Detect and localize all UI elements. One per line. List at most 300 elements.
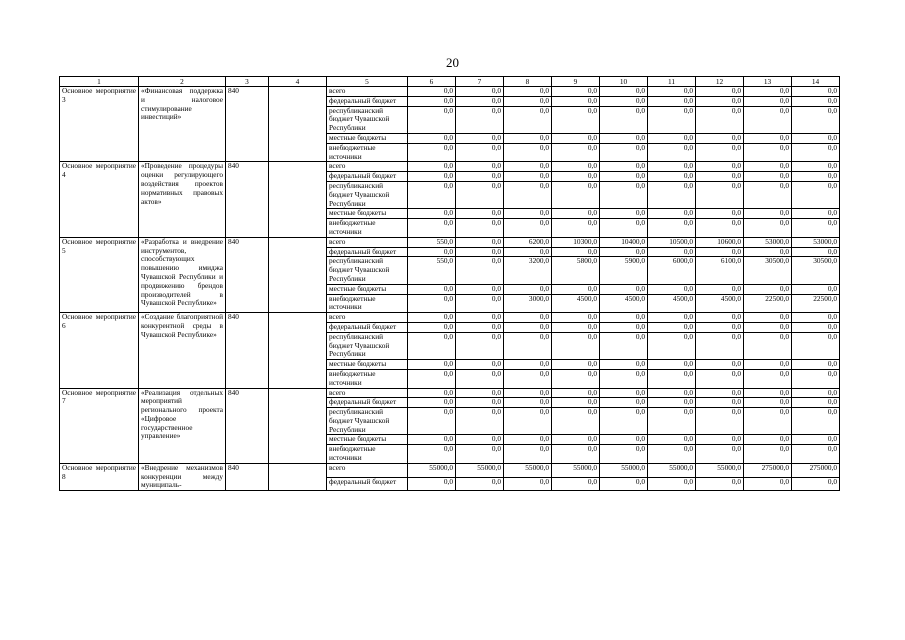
value-cell: 4500,0 (648, 294, 696, 313)
value-cell: 0,0 (792, 284, 840, 294)
measure-name: Основное мероприятие 5 (60, 237, 139, 312)
value-cell: 0,0 (408, 388, 456, 398)
value-cell: 0,0 (456, 408, 504, 435)
value-cell: 0,0 (456, 284, 504, 294)
value-cell: 0,0 (744, 313, 792, 323)
funding-source: федеральный бюджет (327, 172, 408, 182)
measure-title: «Реализация отдельных мероприятий регионального проекта «Цифровое государственное управление» (139, 388, 226, 463)
value-cell: 0,0 (408, 87, 456, 97)
value-cell: 0,0 (552, 96, 600, 106)
value-cell: 0,0 (696, 322, 744, 332)
column-header: 7 (456, 77, 504, 87)
value-cell: 0,0 (456, 247, 504, 257)
value-cell: 0,0 (792, 445, 840, 464)
value-cell: 0,0 (648, 322, 696, 332)
value-cell: 0,0 (696, 162, 744, 172)
value-cell: 0,0 (552, 369, 600, 388)
value-cell: 0,0 (456, 133, 504, 143)
value-cell: 0,0 (696, 247, 744, 257)
value-cell: 0,0 (600, 398, 648, 408)
column-header: 12 (696, 77, 744, 87)
value-cell: 0,0 (648, 445, 696, 464)
measure-title: «Внедрение механизмов конкуренции между муниципаль- (139, 463, 226, 490)
funding-source: местные бюджеты (327, 133, 408, 143)
funding-source: внебюджетные источники (327, 143, 408, 162)
value-cell: 0,0 (600, 181, 648, 208)
value-cell: 0,0 (600, 435, 648, 445)
value-cell: 10500,0 (648, 237, 696, 247)
funding-source: местные бюджеты (327, 360, 408, 370)
value-cell: 0,0 (696, 181, 744, 208)
table-body (60, 77, 840, 491)
value-cell: 6200,0 (504, 237, 552, 247)
value-cell: 0,0 (552, 209, 600, 219)
empty-cell (269, 162, 327, 237)
value-cell: 0,0 (456, 435, 504, 445)
budget-code: 840 (226, 87, 269, 162)
funding-table (59, 76, 840, 491)
value-cell: 0,0 (792, 133, 840, 143)
value-cell: 0,0 (408, 360, 456, 370)
funding-source: всего (327, 87, 408, 97)
value-cell: 0,0 (456, 219, 504, 238)
value-cell: 0,0 (744, 388, 792, 398)
value-cell: 0,0 (792, 322, 840, 332)
value-cell: 0,0 (696, 133, 744, 143)
value-cell: 0,0 (504, 87, 552, 97)
value-cell: 0,0 (696, 360, 744, 370)
funding-source: внебюджетные источники (327, 219, 408, 238)
funding-source: республиканский бюджет Чувашской Республики (327, 106, 408, 133)
column-header: 5 (327, 77, 408, 87)
value-cell: 0,0 (696, 398, 744, 408)
value-cell: 0,0 (456, 313, 504, 323)
funding-source: внебюджетные источники (327, 445, 408, 464)
funding-source: республиканский бюджет Чувашской Республики (327, 257, 408, 284)
value-cell: 0,0 (600, 143, 648, 162)
value-cell: 0,0 (696, 172, 744, 182)
value-cell: 0,0 (504, 332, 552, 359)
budget-code: 840 (226, 237, 269, 312)
value-cell: 0,0 (552, 133, 600, 143)
value-cell: 0,0 (600, 106, 648, 133)
value-cell: 0,0 (504, 445, 552, 464)
table-row (60, 388, 840, 398)
value-cell: 53000,0 (792, 237, 840, 247)
value-cell: 4500,0 (696, 294, 744, 313)
column-header: 9 (552, 77, 600, 87)
funding-source: местные бюджеты (327, 284, 408, 294)
value-cell: 0,0 (696, 96, 744, 106)
column-header: 2 (139, 77, 226, 87)
value-cell: 0,0 (600, 445, 648, 464)
value-cell: 0,0 (504, 209, 552, 219)
header-row (60, 77, 840, 87)
value-cell: 0,0 (696, 143, 744, 162)
value-cell: 0,0 (600, 369, 648, 388)
value-cell: 0,0 (648, 477, 696, 491)
value-cell: 0,0 (744, 209, 792, 219)
value-cell: 0,0 (696, 284, 744, 294)
value-cell: 0,0 (504, 96, 552, 106)
value-cell: 0,0 (648, 172, 696, 182)
value-cell: 0,0 (648, 87, 696, 97)
value-cell: 53000,0 (744, 237, 792, 247)
value-cell: 0,0 (648, 162, 696, 172)
value-cell: 0,0 (696, 369, 744, 388)
value-cell: 0,0 (648, 398, 696, 408)
measure-name: Основное мероприятие 3 (60, 87, 139, 162)
column-header: 3 (226, 77, 269, 87)
value-cell: 0,0 (552, 143, 600, 162)
value-cell: 0,0 (696, 313, 744, 323)
measure-title: «Проведение процедуры оценки регулирующего воздействия проектов нормативных правовых актов» (139, 162, 226, 237)
measure-name: Основное мероприятие 8 (60, 463, 139, 490)
value-cell: 0,0 (792, 435, 840, 445)
page-number: 20 (446, 55, 459, 70)
value-cell: 0,0 (408, 181, 456, 208)
value-cell: 0,0 (552, 172, 600, 182)
value-cell: 0,0 (696, 435, 744, 445)
value-cell: 0,0 (408, 369, 456, 388)
value-cell: 3200,0 (504, 257, 552, 284)
value-cell: 0,0 (456, 445, 504, 464)
value-cell: 22500,0 (744, 294, 792, 313)
value-cell: 0,0 (408, 477, 456, 491)
funding-source: федеральный бюджет (327, 477, 408, 491)
value-cell: 0,0 (456, 143, 504, 162)
value-cell: 0,0 (600, 219, 648, 238)
value-cell: 22500,0 (792, 294, 840, 313)
value-cell: 0,0 (456, 162, 504, 172)
value-cell: 0,0 (600, 172, 648, 182)
value-cell: 0,0 (792, 96, 840, 106)
value-cell: 55000,0 (648, 463, 696, 477)
funding-source: всего (327, 388, 408, 398)
value-cell: 0,0 (552, 332, 600, 359)
value-cell: 0,0 (744, 408, 792, 435)
value-cell: 10300,0 (552, 237, 600, 247)
value-cell: 0,0 (504, 133, 552, 143)
value-cell: 0,0 (408, 332, 456, 359)
value-cell: 0,0 (648, 133, 696, 143)
value-cell: 0,0 (648, 332, 696, 359)
value-cell: 0,0 (648, 408, 696, 435)
value-cell: 0,0 (648, 247, 696, 257)
value-cell: 0,0 (552, 219, 600, 238)
value-cell: 0,0 (552, 106, 600, 133)
value-cell: 0,0 (744, 172, 792, 182)
value-cell: 0,0 (408, 294, 456, 313)
funding-source: внебюджетные источники (327, 294, 408, 313)
value-cell: 0,0 (600, 162, 648, 172)
measure-name: Основное мероприятие 6 (60, 313, 139, 388)
value-cell: 0,0 (504, 435, 552, 445)
value-cell: 0,0 (408, 408, 456, 435)
budget-code: 840 (226, 313, 269, 388)
value-cell: 0,0 (504, 360, 552, 370)
value-cell: 0,0 (744, 435, 792, 445)
value-cell: 0,0 (696, 106, 744, 133)
value-cell: 0,0 (600, 284, 648, 294)
value-cell: 4500,0 (552, 294, 600, 313)
value-cell: 0,0 (504, 219, 552, 238)
budget-code: 840 (226, 388, 269, 463)
value-cell: 0,0 (504, 284, 552, 294)
value-cell: 0,0 (792, 219, 840, 238)
value-cell: 0,0 (696, 87, 744, 97)
value-cell: 0,0 (408, 398, 456, 408)
value-cell: 0,0 (600, 87, 648, 97)
column-header: 14 (792, 77, 840, 87)
empty-cell (269, 388, 327, 463)
value-cell: 0,0 (744, 369, 792, 388)
value-cell: 0,0 (408, 445, 456, 464)
funding-source: федеральный бюджет (327, 247, 408, 257)
value-cell: 0,0 (504, 181, 552, 208)
value-cell: 0,0 (792, 360, 840, 370)
value-cell: 0,0 (648, 388, 696, 398)
value-cell: 0,0 (792, 143, 840, 162)
value-cell: 0,0 (744, 477, 792, 491)
value-cell: 0,0 (696, 388, 744, 398)
value-cell: 0,0 (408, 247, 456, 257)
funding-source: местные бюджеты (327, 435, 408, 445)
value-cell: 0,0 (408, 143, 456, 162)
column-header: 1 (60, 77, 139, 87)
value-cell: 0,0 (552, 388, 600, 398)
funding-source: федеральный бюджет (327, 322, 408, 332)
funding-source: федеральный бюджет (327, 398, 408, 408)
funding-source: всего (327, 313, 408, 323)
value-cell: 0,0 (648, 369, 696, 388)
value-cell: 0,0 (792, 388, 840, 398)
value-cell: 0,0 (744, 398, 792, 408)
value-cell: 0,0 (600, 477, 648, 491)
value-cell: 0,0 (744, 219, 792, 238)
value-cell: 0,0 (408, 219, 456, 238)
value-cell: 0,0 (408, 172, 456, 182)
value-cell: 0,0 (456, 87, 504, 97)
value-cell: 10400,0 (600, 237, 648, 247)
value-cell: 0,0 (648, 96, 696, 106)
measure-title: «Разработка и внедрение инструментов, способствующих повышению имиджа Чувашской Республики и продвижению брендов производителей в Чувашской Республике» (139, 237, 226, 312)
funding-source: всего (327, 463, 408, 477)
value-cell: 0,0 (408, 106, 456, 133)
value-cell: 0,0 (456, 257, 504, 284)
empty-cell (269, 463, 327, 490)
value-cell: 0,0 (552, 87, 600, 97)
value-cell: 0,0 (408, 284, 456, 294)
value-cell: 0,0 (504, 247, 552, 257)
funding-source: республиканский бюджет Чувашской Республики (327, 408, 408, 435)
value-cell: 0,0 (792, 106, 840, 133)
value-cell: 0,0 (504, 388, 552, 398)
value-cell: 0,0 (744, 162, 792, 172)
value-cell: 0,0 (408, 133, 456, 143)
value-cell: 0,0 (792, 477, 840, 491)
value-cell: 0,0 (600, 313, 648, 323)
value-cell: 0,0 (600, 209, 648, 219)
value-cell: 30500,0 (792, 257, 840, 284)
column-header: 6 (408, 77, 456, 87)
funding-source: федеральный бюджет (327, 96, 408, 106)
value-cell: 0,0 (792, 181, 840, 208)
value-cell: 0,0 (504, 477, 552, 491)
value-cell: 275000,0 (744, 463, 792, 477)
value-cell: 0,0 (456, 294, 504, 313)
value-cell: 0,0 (600, 408, 648, 435)
value-cell: 0,0 (744, 96, 792, 106)
value-cell: 0,0 (600, 247, 648, 257)
value-cell: 0,0 (552, 162, 600, 172)
value-cell: 0,0 (792, 369, 840, 388)
value-cell: 0,0 (456, 360, 504, 370)
value-cell: 4500,0 (600, 294, 648, 313)
value-cell: 0,0 (696, 219, 744, 238)
funding-source: всего (327, 162, 408, 172)
value-cell: 275000,0 (792, 463, 840, 477)
value-cell: 55000,0 (696, 463, 744, 477)
value-cell: 0,0 (456, 369, 504, 388)
value-cell: 0,0 (456, 209, 504, 219)
value-cell: 0,0 (408, 209, 456, 219)
value-cell: 0,0 (456, 181, 504, 208)
value-cell: 0,0 (552, 435, 600, 445)
value-cell: 0,0 (504, 398, 552, 408)
value-cell: 0,0 (456, 332, 504, 359)
value-cell: 5800,0 (552, 257, 600, 284)
value-cell: 0,0 (504, 322, 552, 332)
funding-source: местные бюджеты (327, 209, 408, 219)
value-cell: 3000,0 (504, 294, 552, 313)
value-cell: 0,0 (744, 106, 792, 133)
value-cell: 0,0 (504, 369, 552, 388)
value-cell: 5900,0 (600, 257, 648, 284)
funding-source: республиканский бюджет Чувашской Республики (327, 332, 408, 359)
value-cell: 0,0 (504, 408, 552, 435)
value-cell: 0,0 (696, 209, 744, 219)
table-row (60, 162, 840, 172)
value-cell: 0,0 (408, 96, 456, 106)
value-cell: 0,0 (552, 284, 600, 294)
value-cell: 6100,0 (696, 257, 744, 284)
value-cell: 550,0 (408, 237, 456, 247)
value-cell: 0,0 (552, 398, 600, 408)
value-cell: 30500,0 (744, 257, 792, 284)
value-cell: 0,0 (792, 408, 840, 435)
value-cell: 0,0 (456, 398, 504, 408)
funding-source: внебюджетные источники (327, 369, 408, 388)
column-header: 8 (504, 77, 552, 87)
value-cell: 0,0 (696, 445, 744, 464)
column-header: 4 (269, 77, 327, 87)
value-cell: 0,0 (648, 219, 696, 238)
value-cell: 0,0 (648, 209, 696, 219)
value-cell: 55000,0 (456, 463, 504, 477)
value-cell: 0,0 (744, 360, 792, 370)
column-header: 10 (600, 77, 648, 87)
value-cell: 0,0 (456, 172, 504, 182)
value-cell: 0,0 (408, 313, 456, 323)
table-row (60, 87, 840, 97)
value-cell: 0,0 (408, 435, 456, 445)
value-cell: 0,0 (696, 477, 744, 491)
value-cell: 0,0 (456, 388, 504, 398)
value-cell: 0,0 (792, 398, 840, 408)
value-cell: 0,0 (744, 332, 792, 359)
value-cell: 0,0 (744, 247, 792, 257)
value-cell: 55000,0 (600, 463, 648, 477)
value-cell: 0,0 (744, 87, 792, 97)
value-cell: 0,0 (600, 388, 648, 398)
value-cell: 0,0 (744, 133, 792, 143)
value-cell: 0,0 (600, 133, 648, 143)
value-cell: 0,0 (408, 162, 456, 172)
value-cell: 0,0 (552, 181, 600, 208)
empty-cell (269, 237, 327, 312)
column-header: 13 (744, 77, 792, 87)
value-cell: 0,0 (552, 313, 600, 323)
value-cell: 55000,0 (552, 463, 600, 477)
value-cell: 0,0 (552, 247, 600, 257)
value-cell: 0,0 (648, 313, 696, 323)
value-cell: 0,0 (504, 313, 552, 323)
value-cell: 0,0 (696, 408, 744, 435)
budget-code: 840 (226, 162, 269, 237)
measure-title: «Создание благоприятной конкурентной среды в Чувашской Республике» (139, 313, 226, 388)
value-cell: 0,0 (648, 181, 696, 208)
funding-source: всего (327, 237, 408, 247)
empty-cell (269, 313, 327, 388)
measure-title: «Финансовая поддержка и налоговое стимулирование инвестиций» (139, 87, 226, 162)
measure-name: Основное мероприятие 7 (60, 388, 139, 463)
value-cell: 0,0 (600, 360, 648, 370)
value-cell: 0,0 (792, 209, 840, 219)
value-cell: 0,0 (456, 106, 504, 133)
value-cell: 0,0 (456, 96, 504, 106)
value-cell: 0,0 (792, 332, 840, 359)
value-cell: 0,0 (552, 445, 600, 464)
value-cell: 0,0 (600, 96, 648, 106)
value-cell: 0,0 (504, 106, 552, 133)
value-cell: 0,0 (408, 322, 456, 332)
budget-code: 840 (226, 463, 269, 490)
table-row (60, 237, 840, 247)
value-cell: 0,0 (744, 284, 792, 294)
value-cell: 0,0 (504, 172, 552, 182)
value-cell: 0,0 (456, 237, 504, 247)
value-cell: 0,0 (648, 143, 696, 162)
column-header: 11 (648, 77, 696, 87)
value-cell: 0,0 (648, 360, 696, 370)
value-cell: 0,0 (744, 445, 792, 464)
value-cell: 0,0 (552, 477, 600, 491)
value-cell: 0,0 (552, 360, 600, 370)
value-cell: 0,0 (552, 408, 600, 435)
value-cell: 55000,0 (408, 463, 456, 477)
value-cell: 0,0 (792, 162, 840, 172)
value-cell: 55000,0 (504, 463, 552, 477)
funding-source: республиканский бюджет Чувашской Республики (327, 181, 408, 208)
value-cell: 6000,0 (648, 257, 696, 284)
value-cell: 0,0 (504, 143, 552, 162)
value-cell: 0,0 (648, 106, 696, 133)
measure-name: Основное мероприятие 4 (60, 162, 139, 237)
value-cell: 0,0 (456, 322, 504, 332)
value-cell: 0,0 (600, 322, 648, 332)
value-cell: 0,0 (504, 162, 552, 172)
